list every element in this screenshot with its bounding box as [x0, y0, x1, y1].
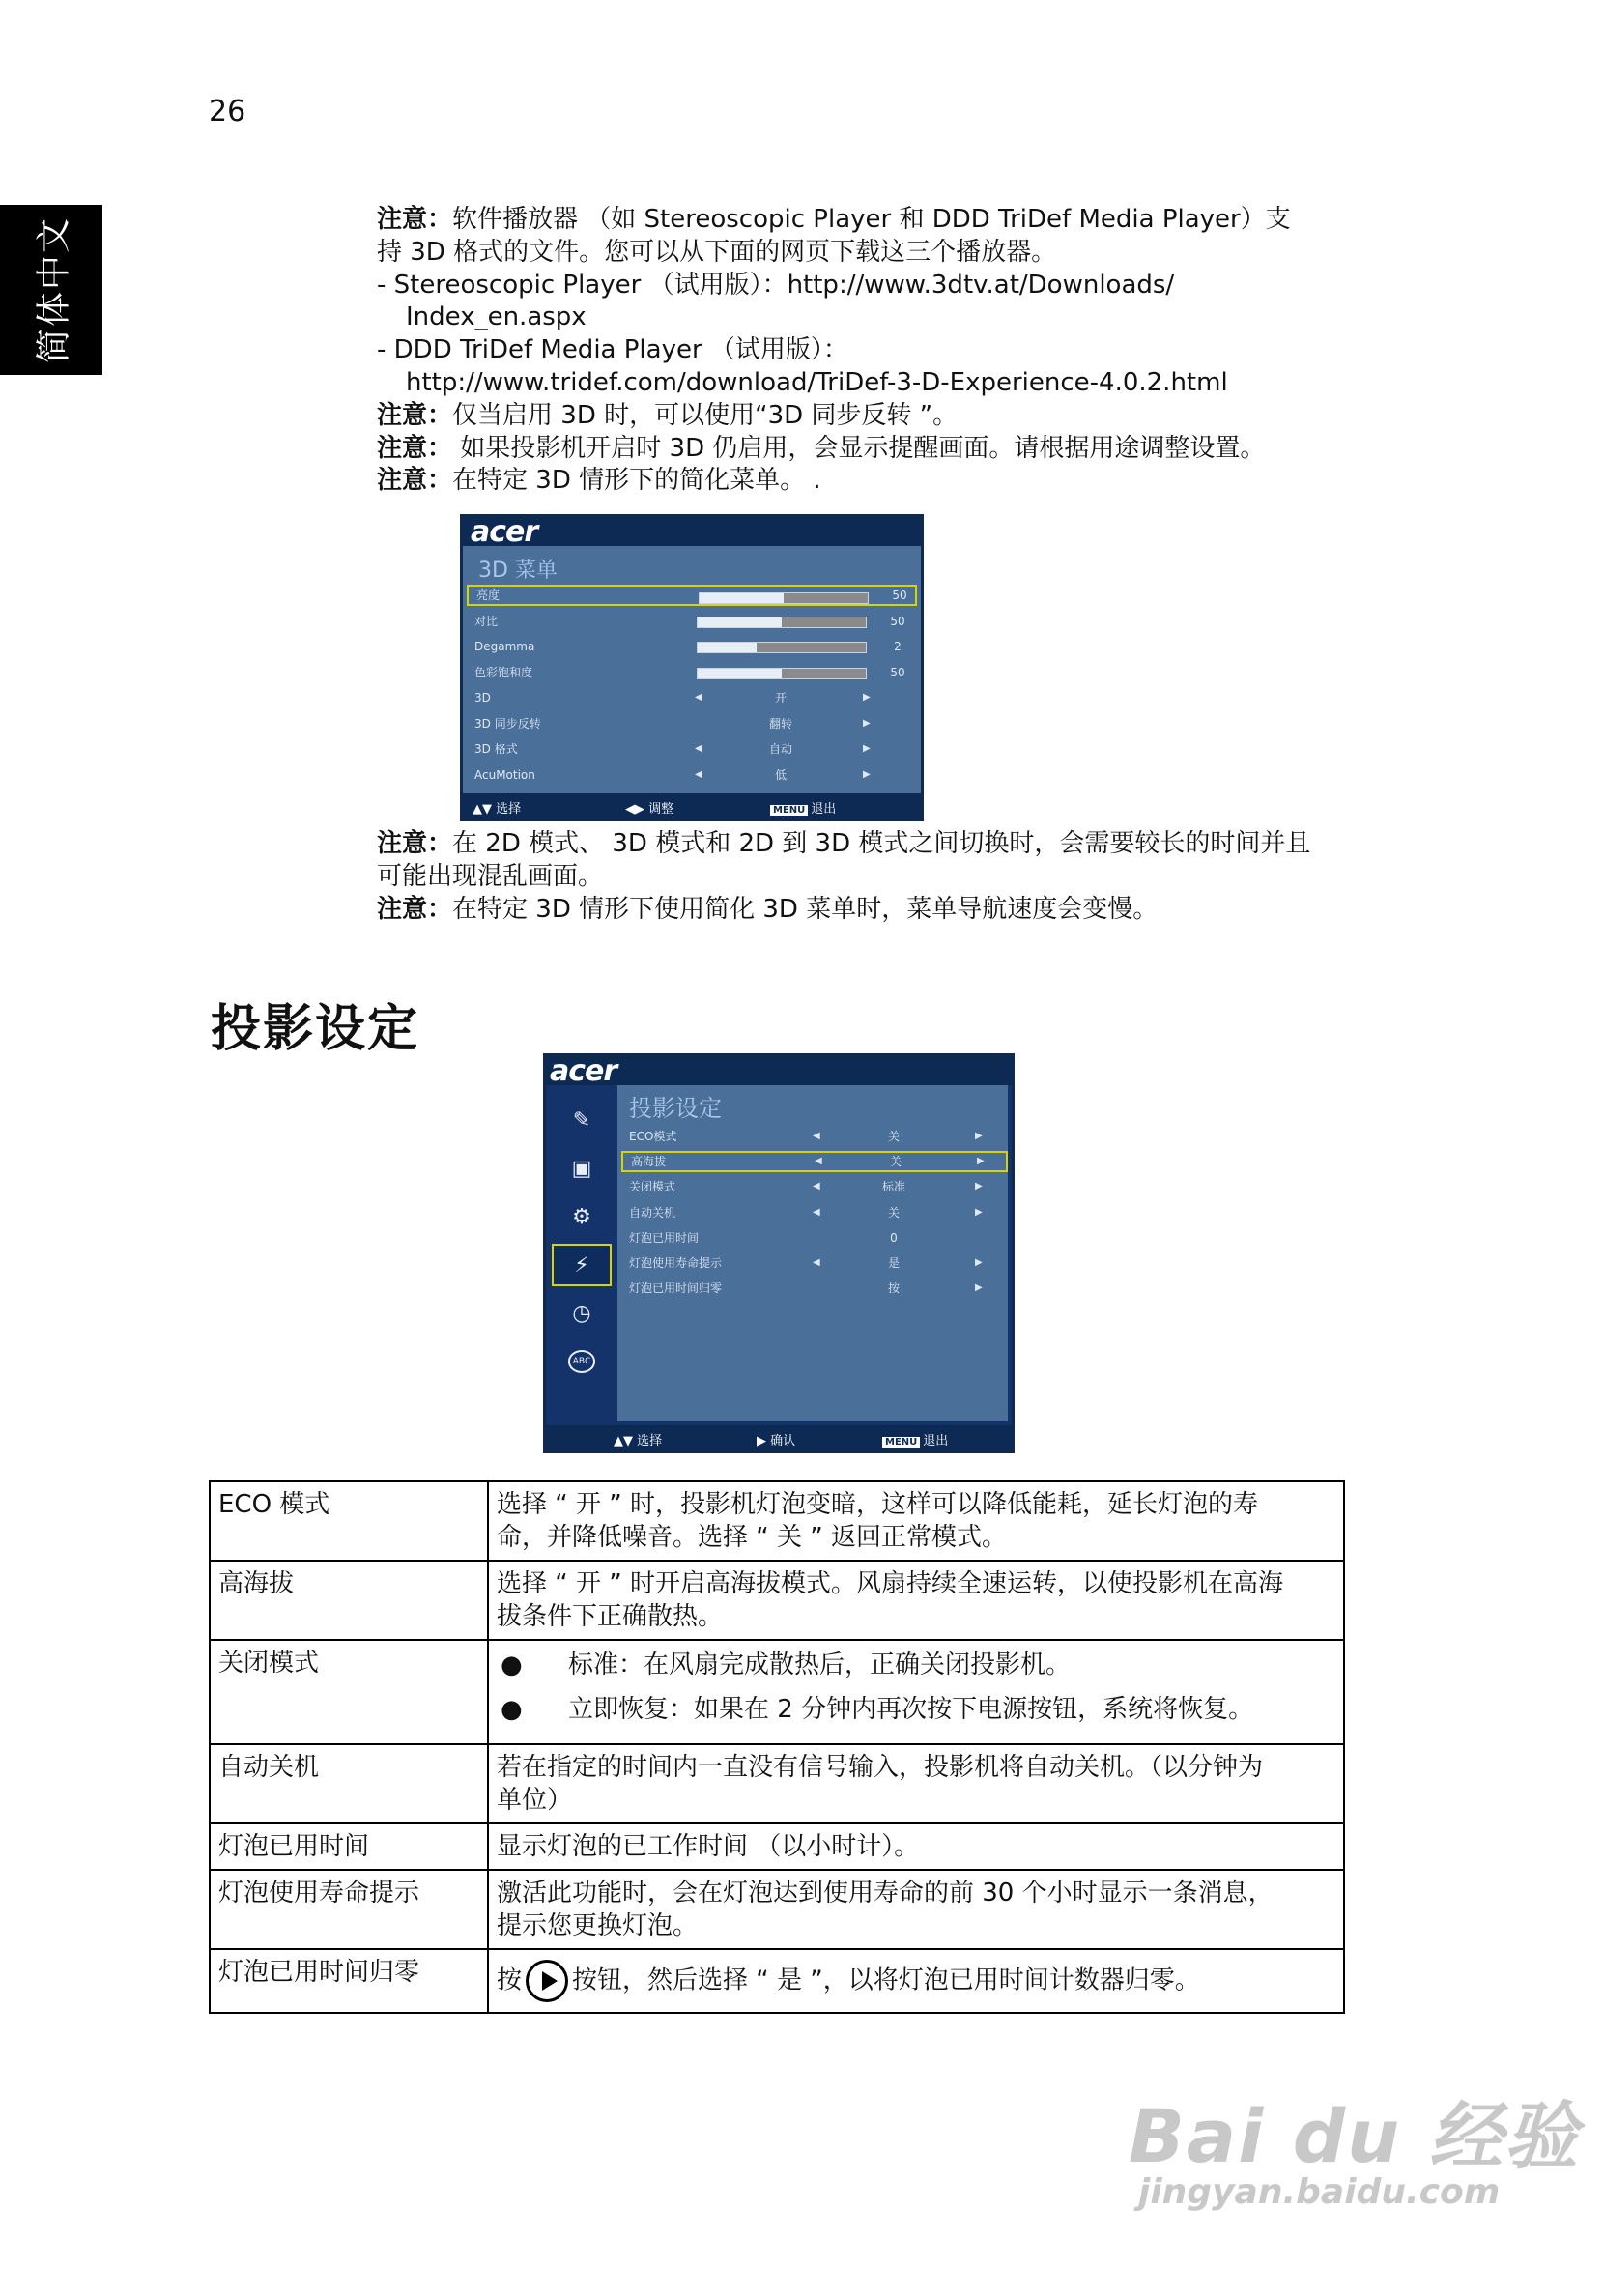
note-line: [377, 399, 958, 432]
osd-row-label: Degamma: [474, 640, 535, 653]
description-line: 显示灯泡的已工作时间 （以小时计）。: [497, 1832, 920, 1861]
right-arrow-icon[interactable]: ▶: [975, 1282, 983, 1294]
osd-slider[interactable]: [697, 668, 867, 679]
left-arrow-icon[interactable]: ◀: [813, 1131, 820, 1141]
setting-name: 灯泡已用时间: [210, 1823, 488, 1870]
right-arrow-icon[interactable]: ▶: [863, 692, 871, 703]
left-arrow-icon[interactable]: ◀: [813, 1206, 820, 1218]
osd-slider-fill: [698, 617, 782, 627]
setting-name: 高海拔: [210, 1561, 488, 1640]
note-line: [377, 236, 1056, 269]
osd-row[interactable]: [621, 1176, 1008, 1197]
settings-icon[interactable]: [552, 1195, 612, 1238]
description-line: 拔条件下正确散热。: [497, 1602, 724, 1631]
left-arrow-icon[interactable]: ◀: [695, 768, 702, 780]
note-text: 如果投影机开启时 3D 仍启用，会显示提醒画面。请根据用途调整设置。: [452, 433, 1266, 463]
osd-slider-fill: [700, 593, 784, 603]
osd-row-value: 关: [887, 1205, 901, 1220]
note-label: 注意：: [377, 205, 453, 234]
osd-title: 3D 菜单: [478, 559, 558, 583]
description-line: 命，并降低噪音。选择 “ 关 ” 返回正常模式。: [497, 1523, 1007, 1552]
osd-row[interactable]: [621, 1126, 1008, 1147]
osd-row-label: 灯泡已用时间: [629, 1230, 700, 1245]
note-line: [377, 333, 848, 366]
play-button-icon: [526, 1960, 568, 2002]
bullet-item: [497, 1693, 1335, 1726]
acer-logo: acer: [471, 515, 538, 549]
osd-row-value: 按: [887, 1281, 901, 1296]
watermark-url: jingyan.baidu.com: [1138, 2172, 1501, 2212]
right-arrow-icon[interactable]: ▶: [863, 743, 871, 754]
acer-logo: acer: [550, 1054, 617, 1088]
menu-key-badge: MENU: [882, 1437, 920, 1448]
note-line: [377, 860, 603, 893]
osd-row[interactable]: [467, 687, 917, 708]
timer-icon[interactable]: [552, 1292, 612, 1335]
description-line: 选择 “ 开 ” 时开启高海拔模式。风扇持续全速运转，以使投影机在高海: [497, 1569, 1283, 1598]
osd-row-label: 3D: [474, 691, 491, 704]
setting-description: [488, 1561, 1344, 1640]
osd-slider[interactable]: [697, 642, 867, 653]
description-pre: 按: [497, 1966, 523, 1995]
osd-row-label: 灯泡已用时间归零: [629, 1281, 723, 1296]
note-line: [377, 464, 821, 497]
left-arrow-icon[interactable]: ◀: [813, 1257, 820, 1268]
setting-description: [488, 1949, 1344, 2013]
note-label: 注意：: [377, 894, 453, 924]
osd-row[interactable]: [467, 611, 917, 632]
setting-description: [488, 1823, 1344, 1870]
setting-description: [488, 1870, 1344, 1949]
osd-row[interactable]: [621, 1151, 1008, 1172]
note-text: 在特定 3D 情形下使用简化 3D 菜单时，菜单导航速度会变慢。: [452, 894, 1159, 924]
osd-3d-menu: [460, 514, 924, 821]
osd-slider[interactable]: [699, 592, 869, 604]
menu-icon-glyph: ⚙: [572, 1204, 591, 1229]
setting-name: 灯泡已用时间归零: [210, 1949, 488, 2013]
menu-icon-glyph: ▣: [571, 1156, 592, 1181]
bullet-item: [497, 1649, 1335, 1681]
note-text: - Stereoscopic Player （试用版）：http://www.3dtv.at/Downloads/: [377, 270, 1175, 300]
right-arrow-icon[interactable]: ▶: [975, 1206, 983, 1218]
table-row: [210, 1640, 1344, 1744]
footer-select: ▲▼ 选择: [473, 802, 522, 817]
note-text: 软件播放器 （如 Stereoscopic Player 和 DDD TriDef Media Player）支: [452, 205, 1291, 234]
left-arrow-icon[interactable]: ◀: [815, 1156, 822, 1167]
description-line: [497, 1956, 1335, 2006]
right-arrow-icon[interactable]: ▶: [975, 1257, 983, 1268]
color-icon[interactable]: [552, 1099, 612, 1141]
language-icon[interactable]: [552, 1340, 612, 1383]
left-arrow-icon[interactable]: ◀: [695, 692, 702, 703]
menu-icon-glyph: ⚡: [574, 1252, 589, 1277]
note-label: 注意：: [377, 400, 453, 430]
note-text: 持 3D 格式的文件。您可以从下面的网页下载这三个播放器。: [377, 237, 1057, 267]
table-row: [210, 1744, 1344, 1823]
description-line: 提示您更换灯泡。: [497, 1911, 699, 1940]
table-row: [210, 1870, 1344, 1949]
note-line: [377, 203, 1291, 236]
left-arrow-icon[interactable]: ◀: [813, 1181, 820, 1192]
footer-select: ▲▼ 选择: [614, 1434, 663, 1449]
osd-row[interactable]: [621, 1252, 1008, 1274]
osd-row-value: 自动: [768, 742, 793, 756]
note-label: 注意：: [377, 433, 453, 463]
osd-row-label: 对比: [474, 614, 499, 628]
setting-name: 关闭模式: [210, 1640, 488, 1744]
osd-row[interactable]: [467, 585, 917, 606]
watermark-brand: Bai du 经验: [1129, 2093, 1580, 2179]
osd-row[interactable]: [467, 636, 917, 657]
right-arrow-icon[interactable]: ▶: [975, 1131, 983, 1141]
bullet-text: 标准：在风扇完成散热后，正确关闭投影机。: [568, 1650, 1072, 1679]
bullet-dot: ●: [501, 1695, 523, 1724]
osd-footer: [463, 793, 921, 818]
setting-description: [488, 1744, 1344, 1823]
note-text: 仅当启用 3D 时，可以使用“3D 同步反转 ”。: [452, 400, 959, 430]
bullet-text: 立即恢复：如果在 2 分钟内再次按下电源按钮，系统将恢复。: [568, 1695, 1254, 1724]
osd-row-value: 2: [894, 640, 902, 653]
osd-slider-fill: [698, 643, 757, 652]
osd-row-label: ECO模式: [629, 1130, 677, 1143]
osd-row-value: 标准: [881, 1180, 906, 1194]
osd-row-label: 关闭模式: [629, 1180, 676, 1194]
note-text: 在 2D 模式、 3D 模式和 2D 到 3D 模式之间切换时，会需要较长的时间并且: [452, 829, 1311, 858]
note-text: http://www.tridef.com/download/TriDef-3-D-Experience-4.0.2.html: [406, 368, 1228, 397]
osd-row[interactable]: [621, 1277, 1008, 1299]
osd-row-label: 灯泡使用寿命提示: [629, 1256, 723, 1270]
osd-projection-menu: [543, 1053, 1015, 1453]
language-side-tab: [0, 205, 102, 375]
menu-icon-glyph: ABC: [568, 1350, 595, 1373]
note-text: 可能出现混乱画面。: [377, 861, 604, 891]
osd-row-value: 关: [889, 1155, 902, 1169]
osd-row-label: 高海拔: [631, 1155, 667, 1169]
note-text: - DDD TriDef Media Player （试用版）：: [377, 335, 848, 365]
note-text: 在特定 3D 情形下的简化菜单。 .: [452, 466, 821, 496]
osd-row-value: 低: [774, 767, 788, 782]
section-title: 投影设定: [211, 1000, 420, 1058]
note-line: [377, 269, 1174, 301]
right-arrow-icon[interactable]: ▶: [863, 717, 871, 729]
osd-row-value: 50: [890, 614, 905, 628]
osd-slider-fill: [698, 669, 782, 678]
note-line: [406, 366, 1228, 399]
footer-exit: 退出: [923, 1434, 949, 1449]
right-arrow-icon[interactable]: ▶: [975, 1181, 983, 1192]
setting-name: 灯泡使用寿命提示: [210, 1870, 488, 1949]
menu-icon-glyph: ◷: [572, 1301, 591, 1326]
right-arrow-icon[interactable]: ▶: [977, 1156, 985, 1167]
osd-row[interactable]: [621, 1227, 1008, 1248]
osd-row-label: 色彩饱和度: [474, 665, 533, 679]
description-line: 激活此功能时，会在灯泡达到使用寿命的前 30 个小时显示一条消息，: [497, 1879, 1274, 1908]
table-row: [210, 1481, 1344, 1561]
osd-row-value: 关: [887, 1130, 901, 1143]
menu-key-badge: MENU: [770, 805, 808, 816]
osd-row-label: AcuMotion: [474, 767, 535, 782]
osd-row-label: 3D 格式: [474, 742, 518, 756]
setting-description: [488, 1481, 1344, 1561]
right-arrow-icon[interactable]: ▶: [863, 768, 871, 780]
setting-name: 自动关机: [210, 1744, 488, 1823]
osd-row[interactable]: [621, 1202, 1008, 1223]
note-text: Index_en.aspx: [406, 302, 587, 332]
osd-row-value: 开: [774, 691, 788, 704]
osd-row[interactable]: [467, 662, 917, 683]
note-label: 注意：: [377, 466, 453, 496]
page-number: 26: [209, 95, 246, 129]
note-line: [406, 301, 587, 333]
osd-row[interactable]: [467, 764, 917, 786]
image-icon[interactable]: [552, 1147, 612, 1190]
table-row: [210, 1823, 1344, 1870]
settings-table: [209, 1480, 1345, 2014]
table-row: [210, 1561, 1344, 1640]
osd-row-value: 0: [890, 1230, 898, 1245]
setting-name: ECO 模式: [210, 1481, 488, 1561]
note-line: [377, 893, 1158, 926]
description-line: 选择 “ 开 ” 时，投影机灯泡变暗，这样可以降低能耗，延长灯泡的寿: [497, 1490, 1258, 1519]
note-label: 注意：: [377, 829, 453, 858]
osd-row-label: 亮度: [476, 588, 501, 602]
note-line: [377, 432, 1265, 465]
osd-row-value: 翻转: [768, 716, 793, 731]
osd-row[interactable]: [467, 713, 917, 734]
footer-exit: 退出: [811, 802, 837, 817]
osd-row-value: 50: [890, 665, 905, 679]
setting-description: [488, 1640, 1344, 1744]
menu-icon-glyph: ✎: [572, 1107, 591, 1133]
footer-confirm: ▶ 确认: [757, 1434, 796, 1449]
management-icon[interactable]: [552, 1244, 612, 1286]
osd-slider[interactable]: [697, 617, 867, 628]
osd-row-value: 50: [892, 588, 907, 602]
osd-row-value: 是: [887, 1256, 901, 1270]
osd-title: 投影设定: [629, 1095, 722, 1122]
osd-row[interactable]: [467, 738, 917, 760]
osd-row-label: 自动关机: [629, 1205, 676, 1220]
left-arrow-icon[interactable]: ◀: [695, 743, 702, 754]
table-row: [210, 1949, 1344, 2013]
osd-footer: [546, 1425, 1012, 1450]
description-line: 单位）: [497, 1786, 573, 1815]
footer-adjust: ◀▶ 调整: [625, 802, 674, 817]
bullet-dot: ●: [501, 1650, 523, 1679]
note-line: [377, 827, 1310, 860]
description-line: 若在指定的时间内一直没有信号输入，投影机将自动关机。（以分钟为: [497, 1753, 1264, 1782]
description-post: 按钮，然后选择 “ 是 ”，以将灯泡已用时间计数器归零。: [572, 1966, 1200, 1995]
osd-row-label: 3D 同步反转: [474, 716, 541, 731]
side-tab-label: 简体中文: [34, 215, 74, 364]
